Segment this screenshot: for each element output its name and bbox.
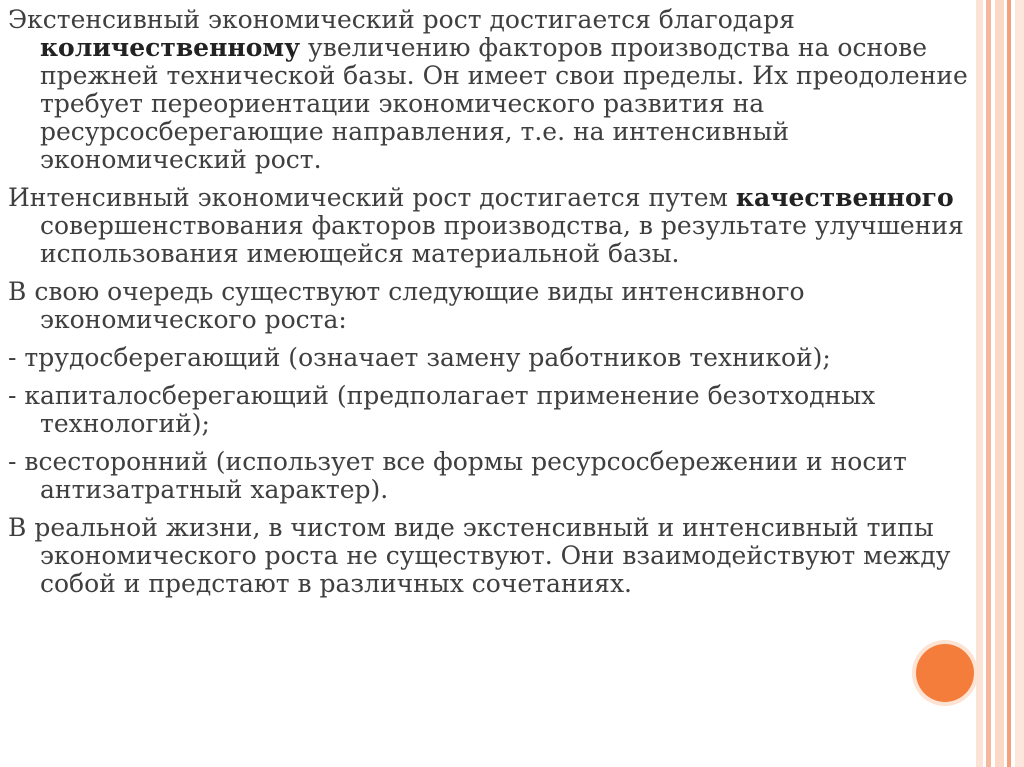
paragraph-text: В реальной жизни, в чистом виде экстенсивный и интенсивный типы экономического роста не существуют. Они взаимодействуют между собой и предстают в различных сочетаниях. bbox=[8, 513, 951, 598]
stripe bbox=[995, 0, 1004, 767]
stripe bbox=[976, 0, 983, 767]
paragraph-intensive-growth bbox=[8, 184, 970, 268]
bold-term-quantitative: количественному bbox=[40, 33, 301, 62]
list-item-comprehensive bbox=[8, 448, 970, 504]
stripe bbox=[1007, 0, 1011, 767]
paragraph-extensive-growth bbox=[8, 6, 970, 174]
paragraph-conclusion bbox=[8, 514, 970, 598]
list-item-capital-saving bbox=[8, 382, 970, 438]
bold-term-qualitative: качественного bbox=[735, 183, 954, 212]
stripe bbox=[986, 0, 991, 767]
orange-circle-decoration bbox=[916, 644, 974, 702]
paragraph-text: - всесторонний (использует все формы ресурсосбережении и носит антизатратный характер). bbox=[8, 447, 907, 504]
paragraph-text: - трудосберегающий (означает замену работников техникой); bbox=[8, 343, 831, 372]
paragraph-text: - капиталосберегающий (предполагает применение безотходных технологий); bbox=[8, 381, 876, 438]
paragraph-text: увеличению факторов производства на основе прежней технической базы. Он имеет свои пределы. Их преодоление требует переориентации экономического развития на ресурсосберегающие направления, т.е. на интенсивный экономический рост. bbox=[40, 33, 968, 174]
paragraph-text: Интенсивный экономический рост достигается путем bbox=[8, 183, 736, 212]
paragraph-text: В свою очередь существуют следующие виды интенсивного экономического роста: bbox=[8, 277, 805, 334]
slide-body bbox=[8, 6, 970, 608]
paragraph-text: Экстенсивный экономический рост достигается благодаря bbox=[8, 5, 795, 34]
stripe bbox=[1015, 0, 1024, 767]
list-item-labor-saving bbox=[8, 344, 970, 372]
decorative-stripes bbox=[976, 0, 1024, 767]
paragraph-text: совершенствования факторов производства, в результате улучшения использования имеющейся материальной базы. bbox=[40, 211, 964, 268]
paragraph-types-intro bbox=[8, 278, 970, 334]
